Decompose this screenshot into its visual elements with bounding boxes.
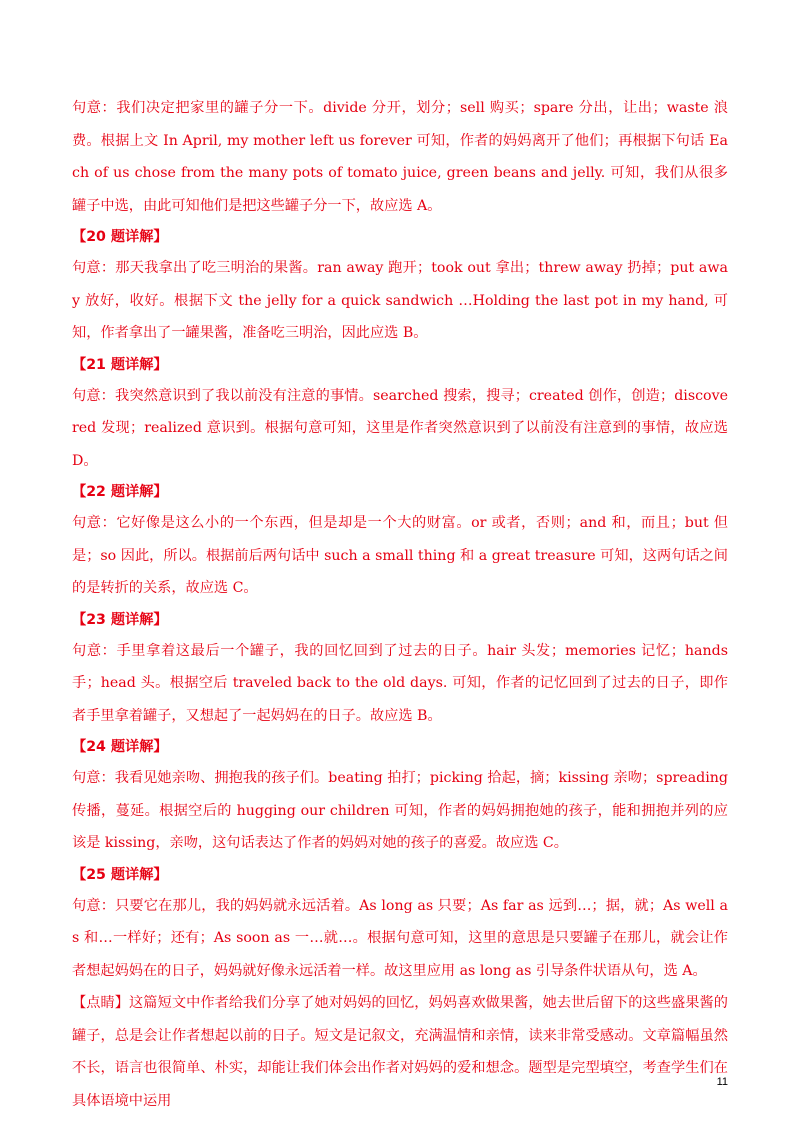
document-body <box>72 92 728 1117</box>
explanation-21-paragraph: 句意：我突然意识到了我以前没有注意的事情。searched 搜索，搜寻；created 创作，创造；discovered 发现；realized 意识到。根据句意可知，这里是作者突然意识到了以前没有注意到的事情，故应选 D。 <box>72 387 728 469</box>
question-21-heading: 【21 题详解】 <box>72 356 168 373</box>
explanation-22-paragraph: 句意：它好像是这么小的一个东西，但是却是一个大的财富。or 或者，否则；and 和，而且；but 但是；so 因此，所以。根据前后两句话中 such a small thing 和 a great treasure 可知，这两句话之间的是转折的关系，故应选 C。 <box>72 515 728 596</box>
explanation-19-paragraph: 句意：我们决定把家里的罐子分一下。divide 分开，划分；sell 购买；spare 分出，让出；waste 浪费。根据上文 In April, my mother left us forever 可知，作者的妈妈离开了他们；再根据下句话 Each of us chose from the many pots of tomato juice, green beans and jelly. 可知，我们从很多罐子中选，由此可知他们是把这些罐子分一下，故应选 A。 <box>72 100 728 214</box>
question-24-heading: 【24 题详解】 <box>72 739 168 755</box>
page-number: 11 <box>716 1076 728 1088</box>
explanation-24-paragraph: 句意：我看见她亲吻、拥抱我的孩子们。beating 拍打；picking 拾起，摘；kissing 亲吻；spreading 传播，蔓延。根据空后的 hugging our children 可知，作者的妈妈拥抱她的孩子，能和拥抱并列的应该是 kissing，亲吻，这句话表达了作者的妈妈对她的孩子的喜爱。故应选 C。 <box>72 770 728 851</box>
question-20-heading: 【20 题详解】 <box>72 229 168 245</box>
explanation-23-paragraph: 句意：手里拿着这最后一个罐子，我的回忆回到了过去的日子。hair 头发；memories 记忆；hands 手；head 头。根据空后 traveled back to the old days. 可知，作者的记忆回到了过去的日子，即作者手里拿着罐子，又想起了一起妈妈在的日子。故应选 B。 <box>72 642 728 724</box>
explanation-25-paragraph: 句意：只要它在那儿，我的妈妈就永远活着。As long as 只要；As far as 远到…；据，就；As well as 和…一样好；还有；As soon as 一…就…。根据句意可知，这里的意思是只要罐子在那儿，就会让作者想起妈妈在的日子，妈妈就好像永远活着一样。故这里应用 as long as 引导条件状语从句，选 A。 <box>72 897 728 979</box>
question-22-heading: 【22 题详解】 <box>72 484 168 500</box>
question-25-heading: 【25 题详解】 <box>72 866 168 883</box>
question-23-heading: 【23 题详解】 <box>72 611 168 628</box>
commentary-paragraph: 【点睛】这篇短文中作者给我们分享了她对妈妈的回忆，妈妈喜欢做果酱，她去世后留下的这些盛果酱的罐子，总是会让作者想起以前的日子。短文是记叙文，充满温情和亲情，读来非常受感动。文章篇幅虽然不长，语言也很简单、朴实，却能让我们体会出作者对妈妈的爱和想念。题型是完型填空，考查学生们在具体语境中运用 <box>72 995 728 1109</box>
explanation-20-paragraph: 句意：那天我拿出了吃三明治的果酱。ran away 跑开；took out 拿出；threw away 扔掉；put away 放好，收好。根据下文 the jelly for a quick sandwich …Holding the last pot in my hand, 可知，作者拿出了一罐果酱，准备吃三明治，因此应选 B。 <box>72 260 728 341</box>
